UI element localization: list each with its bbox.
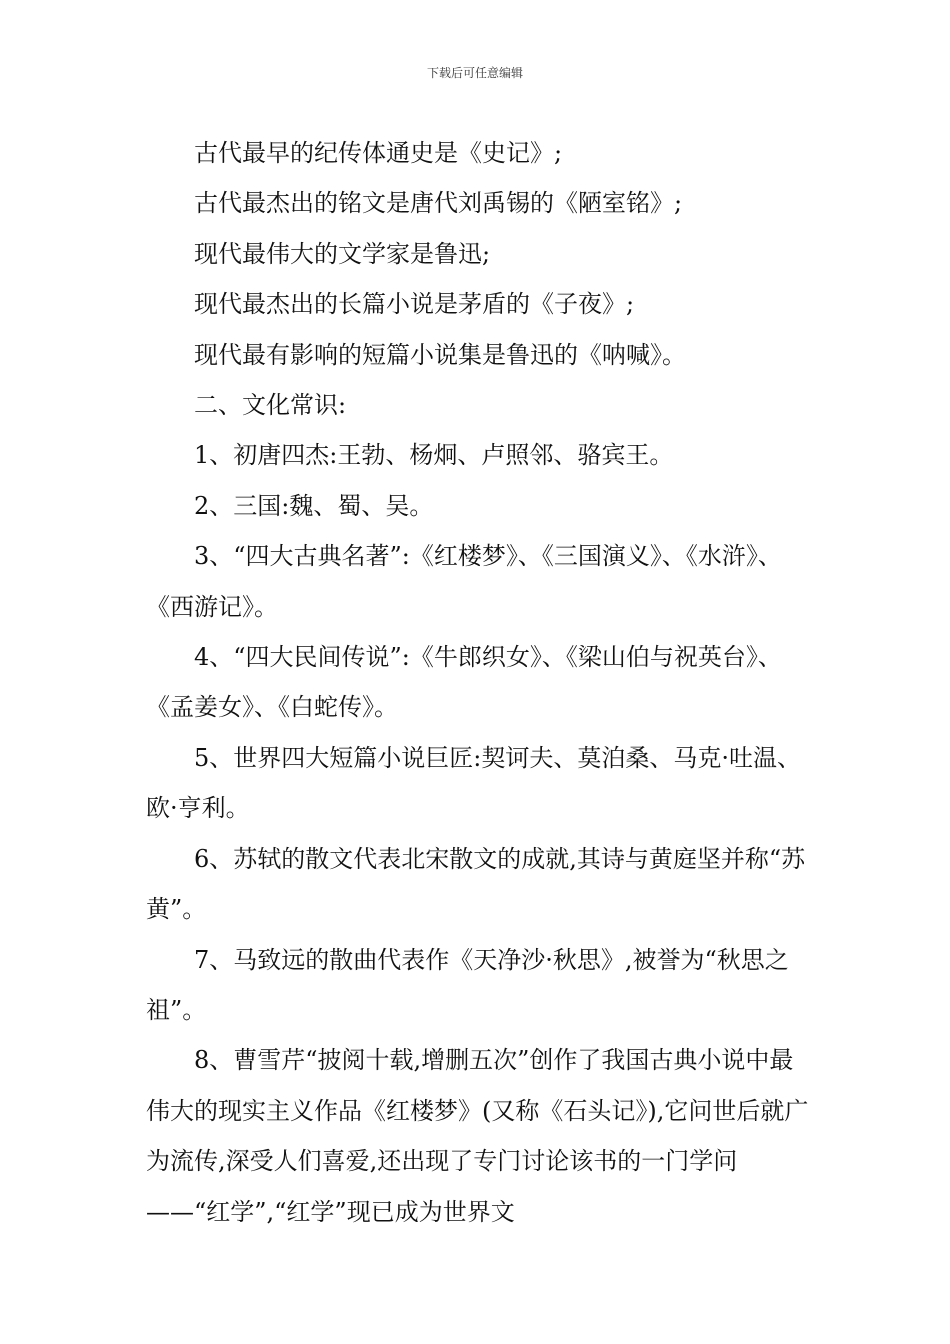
paragraph-greatest-modern-writer: 现代最伟大的文学家是鲁迅; [194,239,491,268]
document-body [146,128,810,1237]
paragraph-outstanding-novel: 现代最杰出的长篇小说是茅盾的《子夜》; [194,290,635,319]
list-item-5: 5、世界四大短篇小说巨匠:契诃夫、莫泊桑、马克·吐温、欧·亨利。 [146,743,801,823]
page-header: 下载后可任意编辑 [426,66,523,80]
list-item-8: 8、曹雪芹“披阅十载,增删五次”创作了我国古典小说中最伟大的现实主义作品《红楼梦》(又称《石头记》),它问世后就广为流传,深受人们喜爱,还出现了专门讨论该书的一门学问——“红学”,“红学”现已成为世界文 [146,1046,809,1226]
list-item-3: 3、“四大古典名著”:《红楼梦》、《三国演义》、《水浒》、《西游记》。 [146,542,782,621]
list-item-2: 2、三国:魏、蜀、吴。 [194,491,434,520]
paragraph-earliest-biographical-history: 古代最早的纪传体通史是《史记》; [194,139,563,167]
section-heading-cultural-knowledge: 二、文化常识: [194,391,347,420]
paragraph-influential-short-stories: 现代最有影响的短篇小说集是鲁迅的《呐喊》。 [194,340,686,369]
paragraph-outstanding-inscription: 古代最杰出的铭文是唐代刘禹锡的《陋室铭》; [194,189,683,218]
list-item-6: 6、苏轼的散文代表北宋散文的成就,其诗与黄庭坚并称“苏黄”。 [146,844,806,924]
list-item-7: 7、马致远的散曲代表作《天净沙·秋思》,被誉为“秋思之祖”。 [146,945,789,1024]
list-item-4: 4、“四大民间传说”:《牛郎织女》、《梁山伯与祝英台》、《孟姜女》、《白蛇传》。 [146,643,782,722]
list-item-1: 1、初唐四杰:王勃、杨炯、卢照邻、骆宾王。 [194,441,674,470]
